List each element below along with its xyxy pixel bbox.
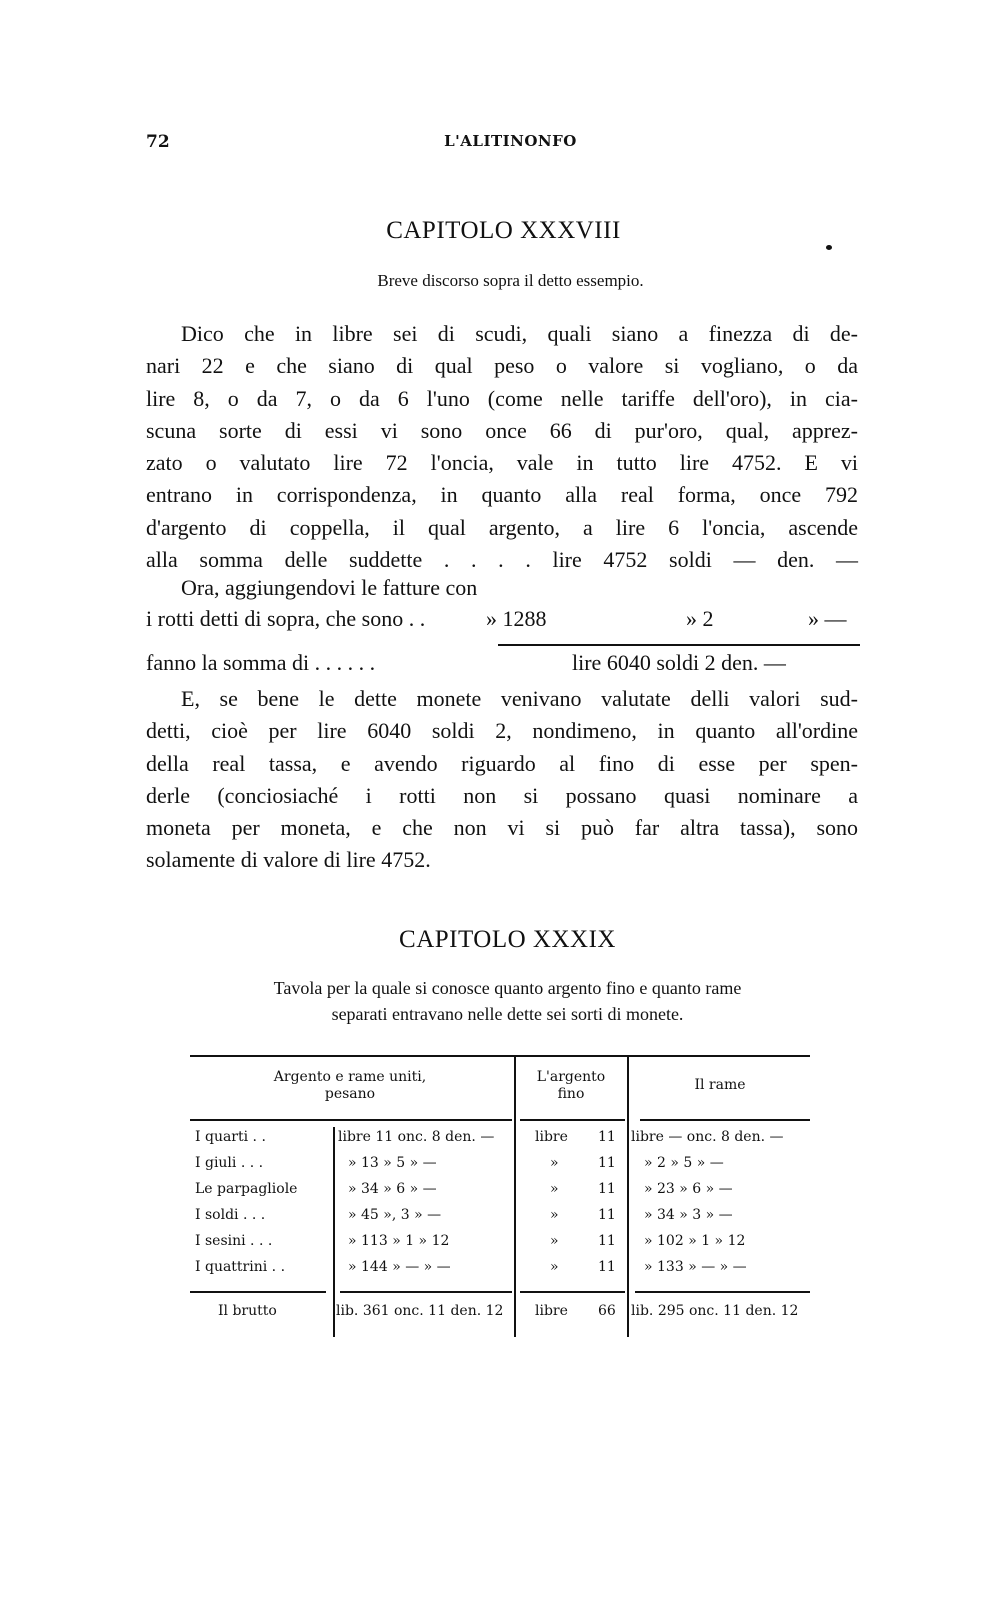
header-text: L'argento: [536, 1069, 606, 1085]
total-label: Il brutto: [218, 1303, 277, 1319]
header-text: pesano: [324, 1086, 376, 1102]
total-argento-unit: libre: [535, 1303, 568, 1319]
rame-weight: » 2 » 5 » —: [644, 1155, 724, 1171]
total-rule: [520, 1291, 625, 1293]
coin-name: Le parpagliole: [195, 1181, 298, 1197]
argento-unit: »: [550, 1155, 559, 1171]
total-rule: [635, 1291, 810, 1293]
text-line: lire 8, o da 7, o da 6 l'uno (come nelle tariffe dell'oro), in cia-: [146, 385, 858, 411]
rame-weight: » 23 » 6 » —: [644, 1181, 733, 1197]
column-rule: [333, 1127, 335, 1337]
coin-name: I quattrini . .: [195, 1259, 286, 1275]
argento-unit: »: [550, 1181, 559, 1197]
text-line: alla somma delle suddette . . . . lire 4752 soldi — den. —: [146, 547, 858, 573]
header-text: fino: [557, 1086, 585, 1102]
table-top-rule: [190, 1055, 810, 1057]
ink-speck: [826, 245, 832, 250]
coin-name: I soldi . . .: [195, 1207, 266, 1223]
chapter-38-paragraph-1: [146, 318, 858, 576]
argento-unit: libre: [535, 1129, 568, 1145]
unito-weight: » 34 » 6 » —: [348, 1181, 437, 1197]
calc-line-intro: Ora, aggiungendovi le fatture con: [181, 575, 478, 600]
chapter-38-title: CAPITOLO XXXVIII: [386, 217, 621, 244]
chapter-38-paragraph-2: [146, 683, 858, 877]
total-rule: [190, 1291, 326, 1293]
header-rame: Il rame: [694, 1077, 746, 1093]
chapter-39-subtitle-line-1: Tavola per la quale si conosce quanto argento fino e quanto rame: [273, 978, 742, 998]
sum-line: [146, 650, 858, 676]
argento-unit: »: [550, 1207, 559, 1223]
coin-name: I quarti . .: [195, 1129, 266, 1145]
header-rule: [190, 1119, 512, 1121]
calc-lire: » 1288: [486, 606, 547, 631]
text-line: E, se bene le dette monete venivano valutate delli valori sud-: [181, 686, 858, 711]
coin-composition-table: [190, 1055, 810, 1345]
unito-weight: » 144 » — » —: [348, 1259, 451, 1275]
calc-label: i rotti detti di sopra, che sono . .: [146, 606, 426, 631]
header-argento-rame-uniti: [190, 1069, 510, 1103]
argento-value: 11: [598, 1207, 616, 1223]
header-rule: [640, 1119, 810, 1121]
unito-weight: libre 11 onc. 8 den. —: [338, 1129, 495, 1145]
rame-weight: » 34 » 3 » —: [644, 1207, 733, 1223]
chapter-39-title: CAPITOLO XXXIX: [399, 926, 616, 953]
text-line: derle (conciosiaché i rotti non si possano quasi nominare a: [146, 782, 858, 808]
sum-label: fanno la somma di . . . . . .: [146, 650, 376, 675]
text-line: solamente di valore di lire 4752.: [146, 847, 431, 873]
chapter-38-subtitle: Breve discorso sopra il detto essempio.: [377, 271, 644, 290]
text-line: scuna sorte di essi vi sono once 66 di pur'oro, qual, apprez-: [146, 417, 858, 443]
argento-value: 11: [598, 1155, 616, 1171]
argento-value: 11: [598, 1181, 616, 1197]
rame-weight: libre — onc. 8 den. —: [631, 1129, 784, 1145]
text-line: detti, cioè per lire 6040 soldi 2, nondimeno, in quanto all'ordine: [146, 718, 858, 744]
column-rule: [514, 1055, 516, 1337]
text-line: nari 22 e che siano di qual peso o valore si vogliano, o da: [146, 353, 858, 379]
total-unito: lib. 361 onc. 11 den. 12: [336, 1303, 504, 1319]
sum-value: lire 6040 soldi 2 den. —: [572, 650, 786, 675]
column-rule: [627, 1055, 629, 1337]
text-line: zato o valutato lire 72 l'oncia, vale in tutto lire 4752. E vi: [146, 450, 858, 476]
rame-weight: » 102 » 1 » 12: [644, 1233, 746, 1249]
text-line: d'argento di coppella, il qual argento, a lire 6 l'oncia, ascende: [146, 514, 858, 540]
coin-name: I giuli . . .: [195, 1155, 264, 1171]
header-rule: [520, 1119, 625, 1121]
rame-weight: » 133 » — » —: [644, 1259, 747, 1275]
unito-weight: » 113 » 1 » 12: [348, 1233, 450, 1249]
text-line: moneta per moneta, e che non vi si può far altra tassa), sono: [146, 815, 858, 841]
total-argento-value: 66: [598, 1303, 616, 1319]
calc-soldi: » 2: [686, 606, 714, 631]
argento-value: 11: [598, 1233, 616, 1249]
unito-weight: » 45 », 3 » —: [348, 1207, 442, 1223]
argento-unit: »: [550, 1233, 559, 1249]
text-line: Dico che in libre sei di scudi, quali siano a finezza di de-: [181, 321, 858, 346]
text-line: della real tassa, e avendo riguardo al fino di esse per spen-: [146, 750, 858, 776]
header-text: Argento e rame uniti,: [273, 1069, 427, 1085]
argento-value: 11: [598, 1129, 616, 1145]
text-line: entrano in corrispondenza, in quanto alla real forma, once 792: [146, 482, 858, 508]
coin-name: I sesini . . .: [195, 1233, 273, 1249]
running-title: L'ALITINONFO: [444, 132, 577, 150]
unito-weight: » 13 » 5 » —: [348, 1155, 437, 1171]
calc-line-rotti: [146, 606, 858, 632]
chapter-39-subtitle-line-2: separati entravano nelle dette sei sorti di monete.: [331, 1004, 684, 1024]
sum-rule: [498, 644, 860, 646]
calc-den: » —: [808, 606, 847, 631]
argento-unit: »: [550, 1259, 559, 1275]
header-argento-fino: [515, 1069, 627, 1103]
total-rame: lib. 295 onc. 11 den. 12: [631, 1303, 799, 1319]
argento-value: 11: [598, 1259, 616, 1275]
total-rule: [340, 1291, 512, 1293]
page-number: 72: [146, 132, 170, 152]
